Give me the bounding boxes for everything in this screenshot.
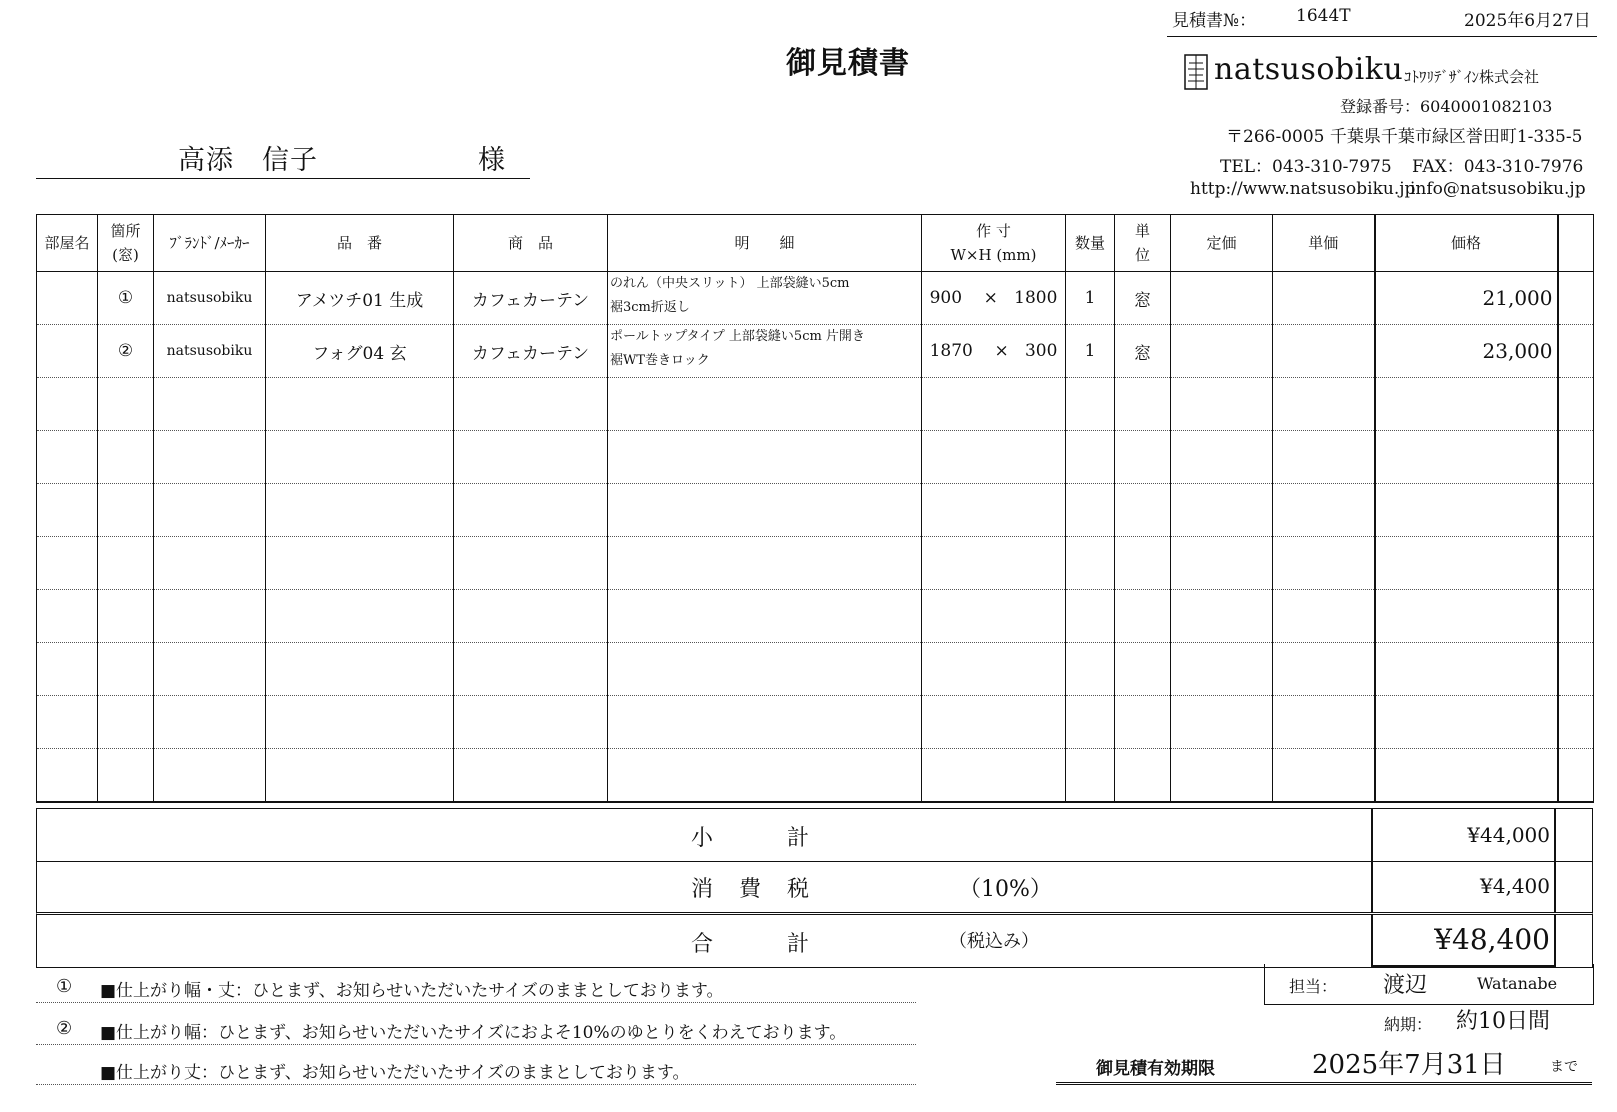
- list-price-cell: [1171, 325, 1273, 378]
- header-product: 商 品: [454, 215, 608, 272]
- table-header-row: [37, 215, 1594, 272]
- note-item: ② ■仕上がり幅：ひとまず、お知らせいただいたサイズにおよそ10%のゆとりをくわえております。: [36, 1010, 916, 1045]
- delivery-value: 約10日間: [1456, 1009, 1550, 1034]
- detail-cell: のれん（中央スリット） 上部袋縫い5cm 裾3cm折返し: [608, 272, 922, 325]
- company-tel: TEL：043-310-7975: [1220, 157, 1392, 177]
- tax-label: 消 費 税: [691, 877, 812, 902]
- table-row: [37, 431, 1594, 484]
- size-cell: 1870 × 300: [922, 325, 1066, 378]
- price-cell: 23,000: [1375, 325, 1558, 378]
- header-qty: 数量: [1066, 215, 1115, 272]
- validity-label: 御見積有効期限: [1096, 1059, 1215, 1079]
- company-url: http://www.natsusobiku.jp: [1190, 179, 1416, 199]
- registration-number: 登録番号：6040001082103: [1340, 97, 1553, 116]
- subtotal-row: [36, 808, 1593, 862]
- unit-price-cell: [1273, 272, 1375, 325]
- header-brand: ﾌﾞﾗﾝﾄﾞ/ﾒｰｶｰ: [154, 215, 266, 272]
- product-no-cell: アメツチ01 生成: [266, 272, 454, 325]
- subtotal-label: 小 計: [691, 826, 812, 851]
- table-row: [37, 749, 1594, 803]
- total-row: [36, 912, 1593, 968]
- document-title: 御見積書: [786, 46, 910, 81]
- header-location: 箇所 (窓): [98, 215, 154, 272]
- estimate-number-label: 見積書№：: [1172, 11, 1257, 31]
- estimate-date: 2025年6月27日: [1464, 11, 1591, 31]
- list-price-cell: [1171, 272, 1273, 325]
- table-row: [37, 696, 1594, 749]
- validity-suffix: まで: [1550, 1059, 1578, 1075]
- header-size: 作 寸 W×H (mm): [922, 215, 1066, 272]
- total-note: （税込み）: [949, 931, 1039, 952]
- table-row: [37, 590, 1594, 643]
- company-fax: FAX：043-310-7976: [1412, 157, 1584, 177]
- header-spare: [1558, 215, 1594, 272]
- header-product-no: 品 番: [266, 215, 454, 272]
- room-cell: [37, 325, 98, 378]
- staff-name: 渡辺: [1383, 973, 1428, 998]
- staff-box: [1264, 964, 1594, 1005]
- staff-roman-name: Watanabe: [1477, 974, 1558, 993]
- product-cell: カフェカーテン: [454, 272, 608, 325]
- brand-cell: natsusobiku: [154, 325, 266, 378]
- validity-date: 2025年7月31日: [1312, 1050, 1506, 1080]
- location-cell: ①: [98, 272, 154, 325]
- size-cell: 900 × 1800: [922, 272, 1066, 325]
- customer-name: 高添 信子: [178, 145, 318, 176]
- staff-label: 担当：: [1289, 977, 1338, 996]
- customer-honorific: 様: [478, 145, 505, 176]
- company-email: info@natsusobiku.jp: [1410, 179, 1586, 199]
- header-unit: 単 位: [1115, 215, 1171, 272]
- unit-cell: 窓: [1115, 272, 1171, 325]
- items-table: [36, 214, 1594, 803]
- unit-price-cell: [1273, 325, 1375, 378]
- table-row: [37, 484, 1594, 537]
- product-cell: カフェカーテン: [454, 325, 608, 378]
- table-row: [37, 272, 1594, 325]
- company-logo-icon: [1184, 54, 1208, 90]
- delivery-label: 納期：: [1384, 1015, 1433, 1034]
- header-detail: 明 細: [608, 215, 922, 272]
- location-cell: ②: [98, 325, 154, 378]
- table-row: [37, 325, 1594, 378]
- estimate-number: 1644T: [1296, 6, 1351, 26]
- total-value: ¥48,400: [1434, 923, 1550, 956]
- total-label: 合 計: [691, 932, 812, 957]
- product-no-cell: フォグ04 玄: [266, 325, 454, 378]
- tax-rate: （10%）: [959, 877, 1052, 902]
- header-price: 価格: [1375, 215, 1558, 272]
- qty-cell: 1: [1066, 272, 1115, 325]
- brand-cell: natsusobiku: [154, 272, 266, 325]
- table-row: [37, 537, 1594, 590]
- validity-row: [1056, 1042, 1592, 1085]
- header-unit-price: 単価: [1273, 215, 1375, 272]
- table-row: [37, 378, 1594, 431]
- subtotal-value: ¥44,000: [1467, 823, 1550, 847]
- customer-underline: [36, 178, 530, 179]
- price-cell: 21,000: [1375, 272, 1558, 325]
- unit-cell: 窓: [1115, 325, 1171, 378]
- tax-row: [36, 860, 1593, 913]
- qty-cell: 1: [1066, 325, 1115, 378]
- detail-cell: ポールトップタイプ 上部袋縫い5cm 片開き 裾WT巻きロック: [608, 325, 922, 378]
- note-item: ① ■仕上がり幅・丈：ひとまず、お知らせいただいたサイズのままとしております。: [36, 968, 916, 1003]
- tax-value: ¥4,400: [1480, 874, 1550, 898]
- header-rule: [1167, 36, 1597, 37]
- table-row: [37, 643, 1594, 696]
- note-item: ■仕上がり丈：ひとまず、お知らせいただいたサイズのままとしております。: [36, 1050, 916, 1085]
- company-name: ｺﾄﾜﾘﾃﾞｻﾞｲﾝ株式会社: [1404, 68, 1540, 86]
- room-cell: [37, 272, 98, 325]
- company-logo-text: natsusobiku: [1214, 52, 1404, 87]
- header-room: 部屋名: [37, 215, 98, 272]
- header-list-price: 定価: [1171, 215, 1273, 272]
- company-address: 〒266-0005 千葉県千葉市緑区誉田町1-335-5: [1226, 127, 1583, 147]
